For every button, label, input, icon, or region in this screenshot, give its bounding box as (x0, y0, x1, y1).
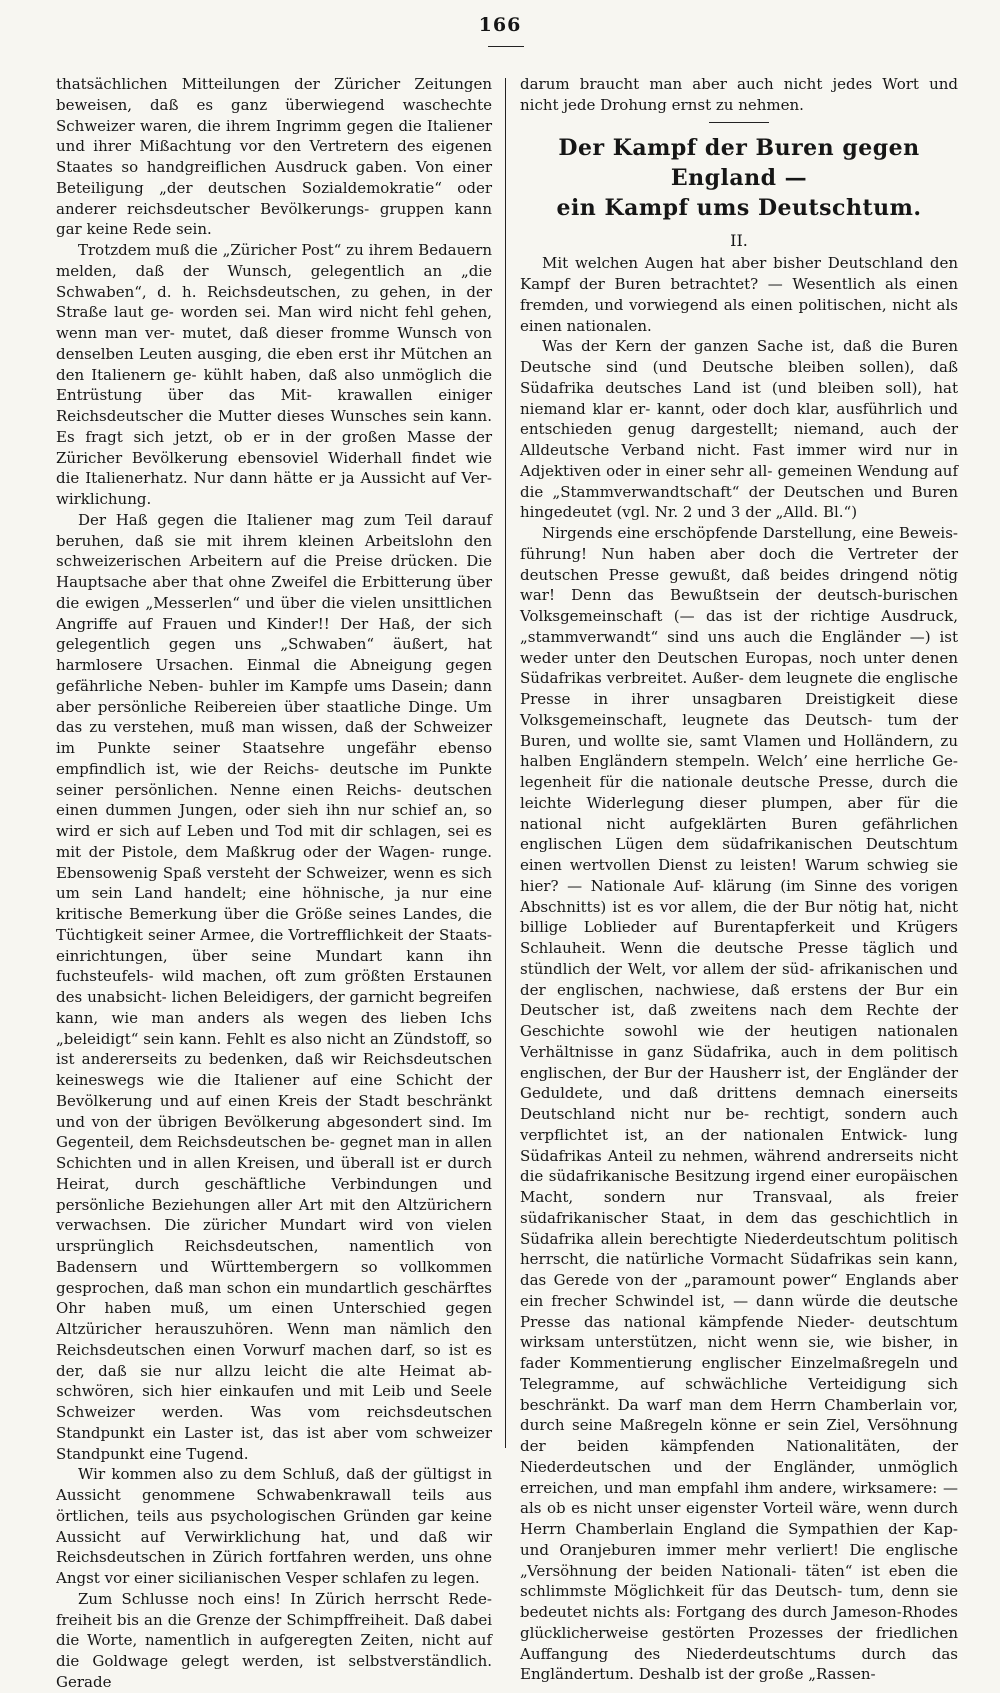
paragraph: Was der Kern der ganzen Sache ist, daß die Buren Deutsche sind (und Deutsche bleiben sollen), daß Südafrika deutsches Land ist (und bleiben soll), hat niemand klar er- kannt, oder doch klar, ausführlich und entschieden genug dargestellt; niemand, auch der Alldeutsche Verband nicht. Fast immer wird nur in Adjektiven oder in einer sehr all- gemeinen Wendung auf die „Stammverwandtschaft“ der Deutschen und Buren hingedeutet (vgl. Nr. 2 und 3 der „Alld. Bl.“) (520, 337, 958, 522)
left-column (56, 74, 492, 1691)
column-divider (505, 78, 506, 1448)
page-number: 166 (478, 14, 522, 36)
paragraph: Mit welchen Augen hat aber bisher Deutschland den Kampf der Buren betrachtet? — Wesentlich als einen fremden, und vorwiegend als einen politischen, nicht als einen nationalen. (520, 254, 958, 335)
paragraph: thatsächlichen Mitteilungen der Züricher Zeitungen beweisen, daß es ganz überwiegend waschechte Schweizer waren, die ihrem Ingrimm gegen die Italiener und ihrer Mißachtung vor den Vertretern des eigenen Staates so handgreiflichen Ausdruck gaben. Von einer Beteiligung „der deutschen Sozialdemokratie“ oder anderer reichsdeutscher Bevölkerungs- gruppen kann gar keine Rede sein. (56, 75, 492, 239)
paragraph: Nirgends eine erschöpfende Darstellung, eine Beweis- führung! Nun haben aber doch die Vertreter der deutschen Presse gewußt, daß beides dringend nötig war! Denn das Bewußtsein der deutsch-burischen Volksgemeinschaft (— das ist der richtige Ausdruck, „stammverwandt“ sind uns auch die Engländer —) ist weder unter den Deutschen Europas, noch unter denen Südafrikas verbreitet. Außer- dem leugnete die englische Presse in ihrer unsagbaren Dreistigkeit diese Volksgemeinschaft, leugnete das Deutsch- tum der Buren, und wollte sie, samt Vlamen und Holländern, zu halben Engländern stempeln. Welch’ eine herrliche Ge- legenheit für die nationale deutsche Presse, durch die leichte Widerlegung dieser plumpen, aber für die national nicht aufgeklärten Buren gefährlichen englischen Lügen dem südafrikanischen Deutschtum einen wertvollen Dienst zu leisten! Warum schwieg sie hier? — Nationale Auf- klärung (im Sinne des vorigen Abschnitts) ist es vor allem, die der Bur nötig hat, nicht billige Loblieder auf Burentapferkeit und Krügers Schlauheit. Wenn die deutsche Presse täglich und stündlich der Welt, vor allem der süd- afrikanischen und der englischen, nachwiese, daß erstens der Bur ein Deutscher ist, daß zweitens nach dem Rechte der Geschichte sowohl wie der heutigen nationalen Verhältnisse in ganz Südafrika, auch in dem politisch englischen, der Bur der Hausherr ist, der Engländer der Geduldete, und daß drittens demnach einerseits Deutschland nicht nur be- rechtigt, sondern auch verpflichtet ist, an der nationalen Entwick- lung Südafrikas Anteil zu nehmen, während andrerseits nicht die südafrikanische Besitzung irgend einer europäischen Macht, sondern nur Transvaal, als freier südafrikanischer Staat, in dem das geschichtlich in Südafrika allein berechtigte Niederdeutschtum politisch herrscht, die natürliche Vormacht Südafrikas sein kann, das Gerede von der „paramount power“ Englands aber ein frecher Schwindel ist, — dann würde die deutsche Presse das national kämpfende Nieder- deutschtum wirksam unterstützen, nicht wenn sie, wie bisher, in fader Kommentierung englischer Einzelmaßregeln und Telegramme, auf schwächliche Verteidigung sich beschränkt. Da warf man dem Herrn Chamberlain vor, durch seine Maßregeln könne er sein Ziel, Versöhnung der beiden kämpfenden Nationalitäten, der Niederdeutschen und der Engländer, unmöglich erreichen, und man empfahl ihm andere, wirksamere: — als ob es nicht unser eigenster Vorteil wäre, wenn durch Herrn Chamberlain England die Sympathien der Kap- und Oranjeburen immer mehr verliert! Die englische „Versöhnung der beiden Nationali- täten“ ist eben die schlimmste Möglichkeit für das Deutsch- tum, denn sie bedeutet nichts als: Fortgang des durch Jameson-Rhodes glücklicherweise gestörten Prozesses der friedlichen Auffangung des Niederdeutschtums durch das Engländertum. Deshalb ist der große „Rassen- (520, 524, 958, 1684)
section-number: II. (730, 230, 748, 250)
paragraph: Trotzdem muß die „Züricher Post“ zu ihrem Bedauern melden, daß der Wunsch, gelegentlich an „die Schwaben“, d. h. Reichsdeutschen, zu gehen, in der Straße laut ge- worden sei. Man wird nicht fehl gehen, wenn man ver- mutet, daß dieser fromme Wunsch von denselben Leuten ausging, die eben erst ihr Mütchen an den Italienern ge- kühlt haben, daß also unmöglich die Entrüstung über das Mit- krawallen einiger Reichsdeutscher die Mutter dieses Wunsches sein kann. Es fragt sich jetzt, ob er in der großen Masse der Züricher Bevölkerung ebensoviel Widerhall findet wie die Italienerhatz. Nur dann hätte er ja Aussicht auf Ver- wirklichung. (56, 241, 492, 508)
continued-paragraph: darum braucht man aber auch nicht jedes Wort und nicht jede Drohung ernst zu nehmen. (520, 75, 958, 114)
page-number-rule (488, 46, 524, 47)
paragraph: Wir kommen also zu dem Schluß, daß der gültigst in Aussicht genommene Schwabenkrawall teils aus örtlichen, teils aus psychologischen Gründen gar keine Aussicht auf Verwirklichung hat, und daß wir Reichsdeutschen in Zürich fortfahren werden, uns ohne Angst vor einer sicilianischen Vesper schlafen zu legen. (56, 1465, 492, 1587)
paragraph: Der Haß gegen die Italiener mag zum Teil darauf beruhen, daß sie mit ihrem kleinen Arbeitslohn den schweizerischen Arbeitern auf die Preise drücken. Die Hauptsache aber that ohne Zweifel die Erbitterung über die ewigen „Messerlen“ und über die vielen unsittlichen Angriffe auf Frauen und Kinder!! Der Haß, der sich gelegentlich gegen uns „Schwaben“ äußert, hat harmlosere Ursachen. Einmal die Abneigung gegen gefährliche Neben- buhler im Kampfe ums Dasein; dann aber persönliche Reibereien über staatliche Dinge. Um das zu verstehen, muß man wissen, daß der Schweizer im Punkte seiner Staatsehre ungefähr ebenso empfindlich ist, wie der Reichs- deutsche im Punkte seiner persönlichen. Nenne einen Reichs- deutschen einen dummen Jungen, oder sieh ihn nur schief an, so wird er sich auf Leben und Tod mit dir schlagen, sei es mit der Pistole, dem Maßkrug oder der Wagen- runge. Ebensowenig Spaß versteht der Schweizer, wenn es sich um sein Land handelt; eine höhnische, ja nur eine kritische Bemerkung über die Größe seines Landes, die Tüchtigkeit seiner Armee, die Vortrefflichkeit der Staats- einrichtungen, über seine Mundart kann ihn fuchsteufels- wild machen, oft zum größten Erstaunen des unabsicht- lichen Beleidigers, der garnicht begreifen kann, wie man anders als wegen des lieben Ichs „beleidigt“ sein kann. Fehlt es also nicht an Zündstoff, so ist andererseits zu bedenken, daß wir Reichsdeutschen keineswegs wie die Italiener auf eine Schicht der Bevölkerung und auf einen Kreis der Stadt beschränkt und von der übrigen Bevölkerung abgesondert sind. Im Gegenteil, dem Reichsdeutschen be- gegnet man in allen Schichten und in allen Kreisen, und überall ist er durch Heirat, durch geschäftliche Verbindungen und persönliche Beziehungen aller Art mit den Altzürichern verwachsen. Die züricher Mundart wird von vielen ursprünglich Reichsdeutschen, namentlich von Badensern und Württembergern so vollkommen gesprochen, daß man schon ein mundartlich geschärftes Ohr haben muß, um einen Unterschied gegen Altzüricher herauszuhören. Wenn man nämlich den Reichsdeutschen einen Vorwurf machen darf, so ist es der, daß sie nur allzu leicht die alte Heimat ab- schwören, sich hier einkaufen und mit Leib und Seele Schweizer werden. Was vom reichsdeutschen Standpunkt ein Laster ist, das ist aber vom schweizer Standpunkt eine Tugend. (56, 510, 492, 1463)
paragraph: Zum Schlusse noch eins! In Zürich herrscht Rede- freiheit bis an die Grenze der Schimpffreiheit. Daß dabei die Worte, namentlich in aufgeregten Zeiten, nicht auf die Goldwage gelegt werden, ist selbstverständlich. Gerade (56, 1589, 492, 1691)
article-title-line: Der Kampf der Buren gegen England — (558, 134, 920, 191)
article-separator (709, 122, 769, 123)
article-title-line: ein Kampf ums Deutschtum. (556, 194, 922, 221)
right-column (520, 74, 958, 1684)
article-title (520, 133, 958, 223)
